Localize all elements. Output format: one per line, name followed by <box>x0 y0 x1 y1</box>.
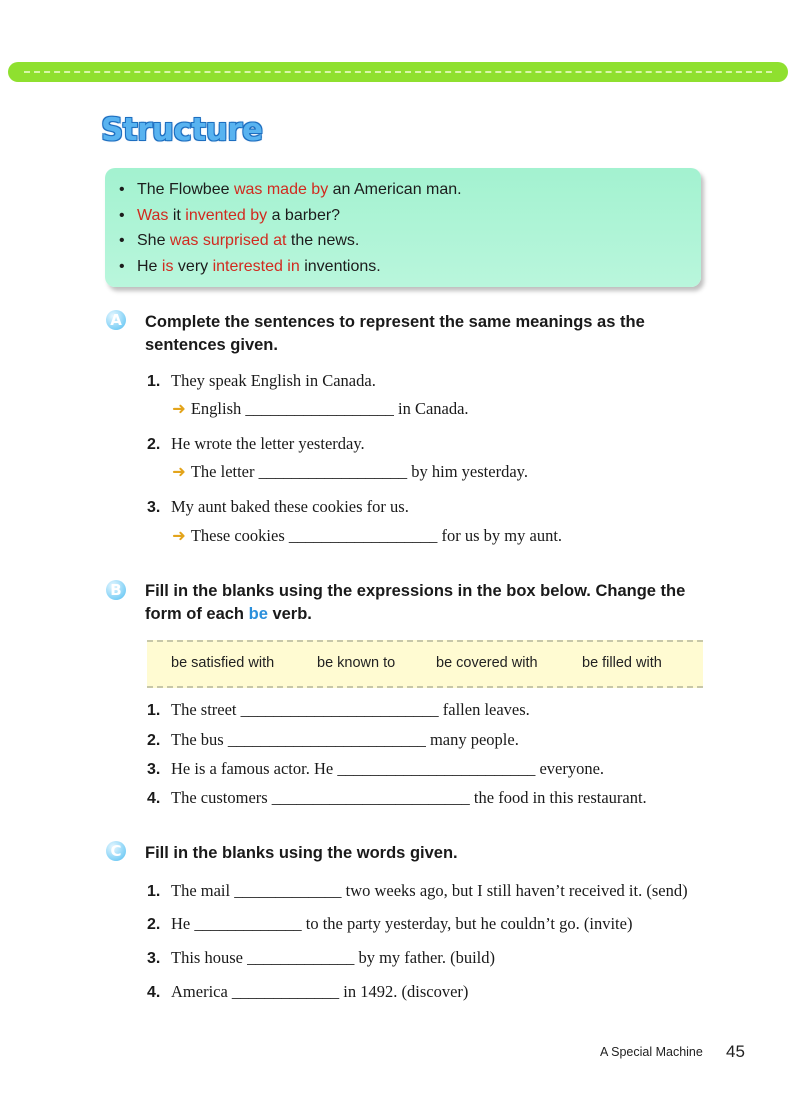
example-text: a barber? <box>267 206 341 224</box>
arrow-icon: ➜ <box>172 399 186 418</box>
exercise-c-item-1 <box>147 881 688 901</box>
example-text: He <box>137 257 162 275</box>
footer-lesson-title: A Special Machine <box>600 1045 703 1059</box>
example-text: She <box>137 232 170 249</box>
grammar-highlight: interested in <box>212 257 300 275</box>
answer-line[interactable]: These cookies __________________ for us by my aunt. <box>190 526 563 545</box>
exercise-a-answer-2 <box>172 462 528 482</box>
example-text: an American man. <box>328 181 462 198</box>
expression-item: be covered with <box>436 655 538 671</box>
instruction-text: Fill in the blanks using the expressions in the box below. Change the form of each <box>145 582 686 623</box>
item-sentence[interactable]: He is a famous actor. He ________________________ everyone. <box>171 759 605 778</box>
item-number: 1. <box>147 373 161 390</box>
exercise-c-item-3 <box>147 948 495 968</box>
bullet-icon: • <box>119 206 125 224</box>
expression-item: be known to <box>317 655 396 671</box>
item-sentence[interactable]: This house _____________ by my father. (build) <box>171 948 496 967</box>
exercise-b-badge: B <box>106 580 126 600</box>
item-number: 3. <box>147 761 161 778</box>
exercise-b-item-2 <box>147 730 519 750</box>
example-text: The Flowbee <box>137 181 234 198</box>
bullet-icon: • <box>119 181 125 198</box>
exercise-b-item-4 <box>147 788 647 808</box>
structure-example <box>119 228 701 254</box>
example-text: very <box>173 257 213 275</box>
exercise-c-badge: C <box>106 841 126 861</box>
structure-examples-box <box>105 168 701 287</box>
arrow-icon: ➜ <box>172 526 186 545</box>
exercise-a-answer-3 <box>172 526 562 546</box>
exercise-a-item-1 <box>147 371 376 391</box>
item-sentence: They speak English in Canada. <box>171 371 376 390</box>
exercise-a-instruction: Complete the sentences to represent the same meanings as the sentences given. <box>145 313 645 354</box>
bullet-icon: • <box>119 232 125 249</box>
item-sentence: He wrote the letter yesterday. <box>171 434 365 453</box>
expression-item: be filled with <box>582 655 662 671</box>
exercise-c-instruction: Fill in the blanks using the words given. <box>145 844 458 862</box>
section-title: Structure <box>101 112 263 148</box>
instruction-highlight: be <box>248 605 268 623</box>
answer-line[interactable]: English __________________ in Canada. <box>190 399 469 418</box>
expression-item: be satisfied with <box>171 655 275 671</box>
item-number: 4. <box>147 984 161 1001</box>
arrow-icon: ➜ <box>172 462 186 481</box>
item-sentence: My aunt baked these cookies for us. <box>171 497 409 516</box>
grammar-highlight: Was <box>137 206 169 224</box>
grammar-highlight: is <box>161 257 174 275</box>
exercise-a-item-2 <box>147 434 365 454</box>
item-sentence[interactable]: He _____________ to the party yesterday, but he couldn’t go. (invite) <box>171 914 633 933</box>
expression-box <box>147 640 703 688</box>
structure-example <box>119 254 701 280</box>
bullet-icon: • <box>119 257 125 275</box>
structure-list <box>105 168 701 279</box>
structure-example <box>119 203 701 229</box>
item-number: 2. <box>147 916 161 933</box>
item-sentence[interactable]: The street ________________________ fallen leaves. <box>171 700 530 719</box>
item-sentence[interactable]: The customers ________________________ the food in this restaurant. <box>171 788 647 807</box>
item-number: 1. <box>147 883 161 900</box>
item-number: 2. <box>147 732 161 749</box>
item-sentence[interactable]: The mail _____________ two weeks ago, but I still haven’t received it. (send) <box>171 881 688 900</box>
item-number: 4. <box>147 790 161 807</box>
top-decorative-band <box>8 62 788 82</box>
item-sentence[interactable]: The bus ________________________ many people. <box>171 730 519 749</box>
exercise-c-item-2 <box>147 914 632 934</box>
example-text: the news. <box>286 232 360 249</box>
exercise-a-answer-1 <box>172 399 469 419</box>
footer-page-number: 45 <box>726 1042 745 1061</box>
example-text: inventions. <box>299 257 381 275</box>
exercise-c-item-4 <box>147 982 468 1002</box>
exercise-a-item-3 <box>147 497 409 517</box>
exercise-a-badge: A <box>106 310 126 330</box>
exercise-b-instruction <box>145 580 720 626</box>
instruction-text: verb. <box>267 605 312 623</box>
answer-line[interactable]: The letter __________________ by him yesterday. <box>190 462 528 481</box>
item-number: 1. <box>147 702 161 719</box>
item-number: 3. <box>147 950 161 967</box>
exercise-b-item-1 <box>147 700 530 720</box>
grammar-highlight: was made by <box>233 181 329 198</box>
item-number: 2. <box>147 436 161 453</box>
item-sentence[interactable]: America _____________ in 1492. (discover) <box>171 982 469 1001</box>
item-number: 3. <box>147 499 161 516</box>
grammar-highlight: invented by <box>185 206 268 224</box>
structure-example <box>119 177 701 203</box>
grammar-highlight: was surprised at <box>169 232 287 249</box>
exercise-b-item-3 <box>147 759 604 779</box>
example-text: it <box>168 206 186 224</box>
